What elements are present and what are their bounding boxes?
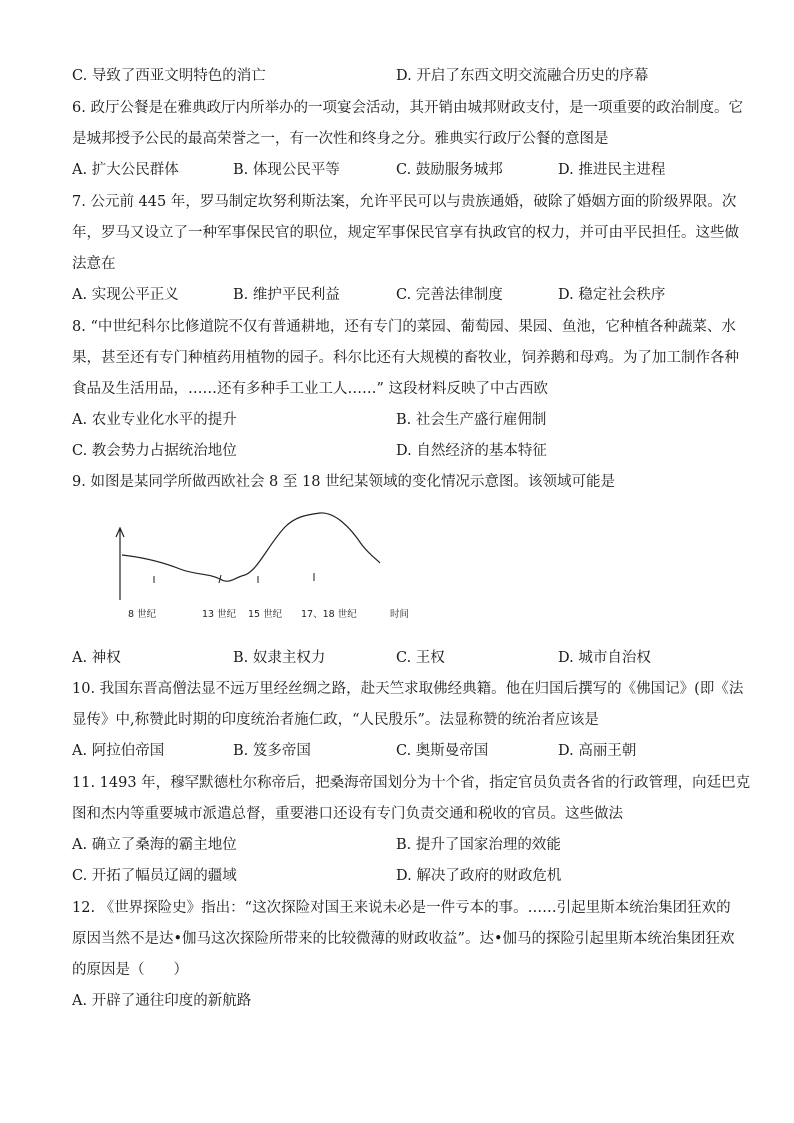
q7-stem-line-2: 年，罗马又设立了一种军事保民官的职位，规定军事保民官享有执政官的权力，并可由平民担任。这些做: [72, 225, 739, 241]
q10-option-b: B. 笈多帝国: [233, 743, 311, 759]
q7-stem-line-1: 7. 公元前 445 年，罗马制定坎努利斯法案，允许平民可以与贵族通婚，破除了婚姻方面的阶级界限。次: [72, 194, 737, 210]
label-13th-century: 13 世纪: [202, 609, 237, 620]
q9-trend-figure: [100, 505, 430, 630]
trend-curve: [122, 513, 380, 581]
q12-stem-line-1: 12. 《世界探险史》指出：“这次探险对国王来说未必是一件亏本的事。……引起里斯本统治集团狂欢的: [72, 900, 731, 916]
q11-stem-line-1: 11. 1493 年，穆罕默德杜尔称帝后，把桑海帝国划分为十个省，指定官员负责各省的行政管理，向廷巴克: [72, 775, 751, 791]
label-time-axis: 时间: [390, 609, 410, 620]
q10-option-c: C. 奥斯曼帝国: [396, 743, 489, 759]
q11-option-a: A. 确立了桑海的霸主地位: [72, 837, 237, 853]
q10-stem-line-1: 10. 我国东晋高僧法显不远万里经丝绸之路，赴天竺求取佛经典籍。他在归国后撰写的《佛国记》(即《法: [72, 681, 744, 697]
q7-option-a: A. 实现公平正义: [72, 287, 179, 303]
q11-option-b: B. 提升了国家治理的效能: [396, 837, 561, 853]
q6-option-c: C. 鼓励服务城邦: [396, 162, 503, 178]
q8-stem-line-1: 8. “中世纪科尔比修道院不仅有普通耕地，还有专门的菜园、葡萄园、果园、鱼池，它种植各种蔬菜、水: [72, 319, 736, 335]
q5-option-c: C. 导致了西亚文明特色的消亡: [72, 68, 266, 84]
q12-option-a: A. 开辟了通往印度的新航路: [72, 993, 252, 1009]
q8-option-d: D. 自然经济的基本特征: [396, 443, 547, 459]
q7-option-d: D. 稳定社会秩序: [558, 287, 666, 303]
label-17-18th-century: 17、18 世纪: [301, 609, 357, 620]
q5-option-d: D. 开启了东西文明交流融合历史的序幕: [396, 68, 649, 84]
q6-stem-line-2: 是城邦授予公民的最高荣誉之一，有一次性和终身之分。雅典实行政厅公餐的意图是: [72, 131, 609, 147]
q9-option-a: A. 神权: [72, 650, 121, 666]
q8-stem-line-3: 食品及生活用品，……还有多种手工业工人……” 这段材料反映了中古西欧: [72, 381, 549, 397]
q8-stem-line-2: 果，甚至还有专门种植药用植物的园子。科尔比还有大规模的畜牧业，饲养鹅和母鸡。为了加工制作各种: [72, 350, 739, 366]
q6-option-b: B. 体现公民平等: [233, 162, 340, 178]
q7-option-b: B. 维护平民利益: [233, 287, 340, 303]
q11-stem-line-2: 图和杰内等重要城市派遣总督，重要港口还设有专门负责交通和税收的官员。这些做法: [72, 806, 623, 822]
q6-option-a: A. 扩大公民群体: [72, 162, 179, 178]
q8-option-c: C. 教会势力占据统治地位: [72, 443, 237, 459]
q7-stem-line-3: 法意在: [72, 256, 116, 272]
q10-stem-line-2: 显传》中,称赞此时期的印度统治者施仁政，“人民殷乐”。法显称赞的统治者应该是: [72, 712, 599, 728]
q12-stem-line-2: 原因当然不是达•伽马这次探险所带来的比较微薄的财政收益”。达•伽马的探险引起里斯本统治集团狂欢: [72, 931, 735, 947]
label-8th-century: 8 世纪: [128, 609, 157, 620]
q8-option-b: B. 社会生产盛行雇佣制: [396, 412, 547, 428]
q11-option-d: D. 解决了政府的财政危机: [396, 868, 562, 884]
q10-option-a: A. 阿拉伯帝国: [72, 743, 165, 759]
q7-option-c: C. 完善法律制度: [396, 287, 503, 303]
q9-option-c: C. 王权: [396, 650, 445, 666]
q12-stem-line-3: 的原因是（ ）: [72, 962, 188, 978]
q9-stem-line-1: 9. 如图是某同学所做西欧社会 8 至 18 世纪某领域的变化情况示意图。该领域可能是: [72, 474, 616, 490]
q6-stem-line-1: 6. 政厅公餐是在雅典政厅内所举办的一项宴会活动，其开销由城邦财政支付，是一项重要的政治制度。它: [72, 100, 743, 116]
q8-option-a: A. 农业专业化水平的提升: [72, 412, 237, 428]
q10-option-d: D. 高丽王朝: [558, 743, 637, 759]
q9-option-d: D. 城市自治权: [558, 650, 651, 666]
q9-option-b: B. 奴隶主权力: [233, 650, 326, 666]
label-15th-century: 15 世纪: [248, 609, 283, 620]
q11-option-c: C. 开拓了幅员辽阔的疆域: [72, 868, 237, 884]
q6-option-d: D. 推进民主进程: [558, 162, 666, 178]
